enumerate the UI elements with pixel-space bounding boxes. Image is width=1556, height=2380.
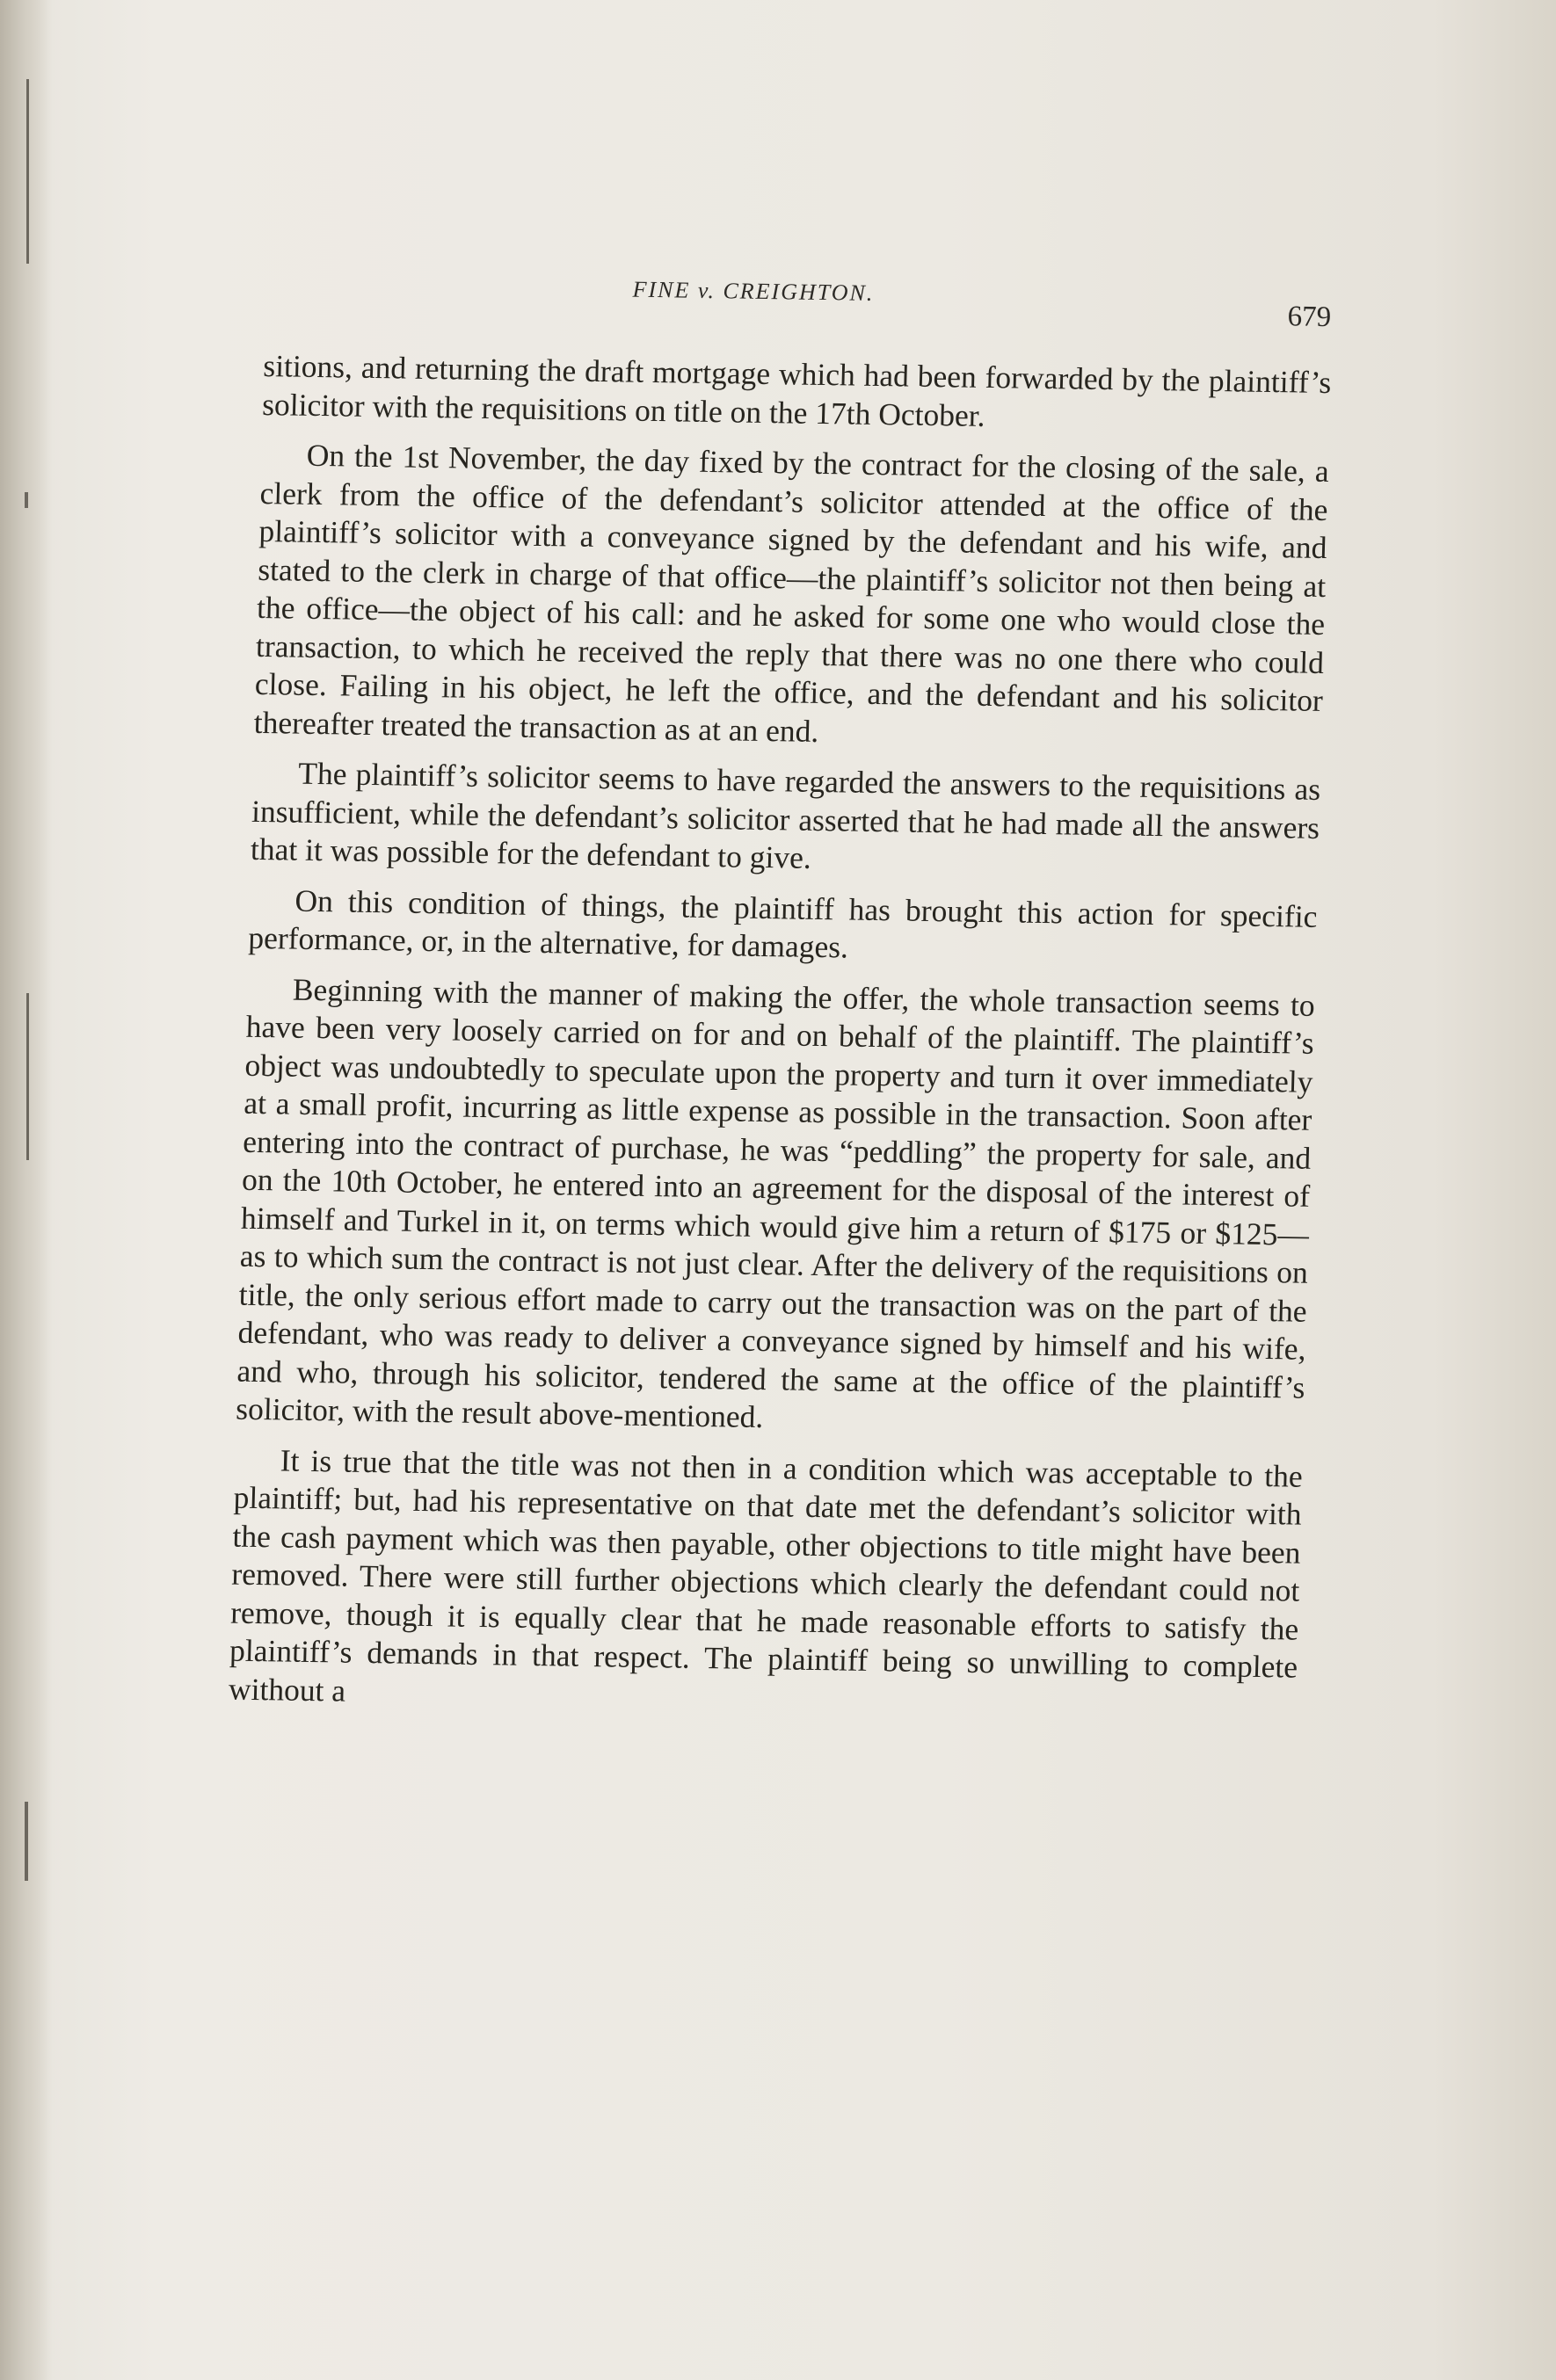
binding-mark [26, 79, 29, 264]
body-text [228, 347, 1332, 1738]
binding-mark [25, 1802, 28, 1881]
paragraph: sitions, and returning the draft mortgage which had been forwarded by the plaintiff’s solicitor with the requisitions on title on the 17th October. [261, 347, 1332, 433]
page-number: 679 [1287, 301, 1332, 334]
paragraph: It is true that the title was not then in a condition which was acceptable to the plaintiff; but, had his representative on that date met the defendant’s solicitor with the cash payment which was then payable, other objections to title might have been removed. There were still further objections which clearly the defendant could not remove, though it is equally clear that he made reasonable efforts to satisfy the plaintiff’s demands in that respect. The plaintiff being so unwilling to complete without a [228, 1441, 1304, 1709]
page-header [263, 264, 1332, 342]
running-head: FINE v. CREIGHTON. [632, 276, 875, 306]
paragraph: On the 1st November, the day fixed by the contract for the closing of the sale, a clerk from the office of the defendant’s solicitor attended at the office of the plaintiff’s solicitor with a conveyance signed by the defendant and his wife, and stated to the clerk in charge of that office—the plaintiff’s solicitor not then being at the office—the object of his call: and he asked for some one who would close the transaction, to which he received the reply that there was no one there who could close. Failing in his object, he left the office, and the defendant and his solicitor thereafter treated the transaction as at an end. [253, 437, 1330, 749]
binding-mark [25, 492, 28, 508]
paragraph: The plaintiff’s solicitor seems to have regarded the answers to the requisitions as insufficient, while the defendant’s solicitor asserted that he had made all the answers that it was possible for the defendant to give. [250, 755, 1321, 875]
binding-shadow [0, 0, 53, 2380]
binding-mark [26, 993, 29, 1160]
paragraph: Beginning with the manner of making the offer, the whole transaction seems to have been very loosely carried on for and on behalf of the plaintiff. The plaintiff’s object was undoubtedly to speculate upon the property and turn it over immediately at a small profit, incurring as little expense as possible in the transaction. Soon after entering into the contract of purchase, he was “peddling” the property for sale, and on the 10th October, he entered into an agreement for the disposal of the interest of himself and Turkel in it, on terms which would give him a return of $175 or $125—as to which sum the contract is not just clear. After the delivery of the requisitions on title, the only serious effort made to carry out the transaction was on the part of the defendant, who was ready to deliver a conveyance signed by himself and his wife, and who, through his solicitor, tendered the same at the office of the plaintiff’s solicitor, with the result above-mentioned. [235, 971, 1316, 1435]
paragraph: On this condition of things, the plaintiff has brought this action for specific performance, or, in the alternative, for damages. [247, 882, 1318, 965]
